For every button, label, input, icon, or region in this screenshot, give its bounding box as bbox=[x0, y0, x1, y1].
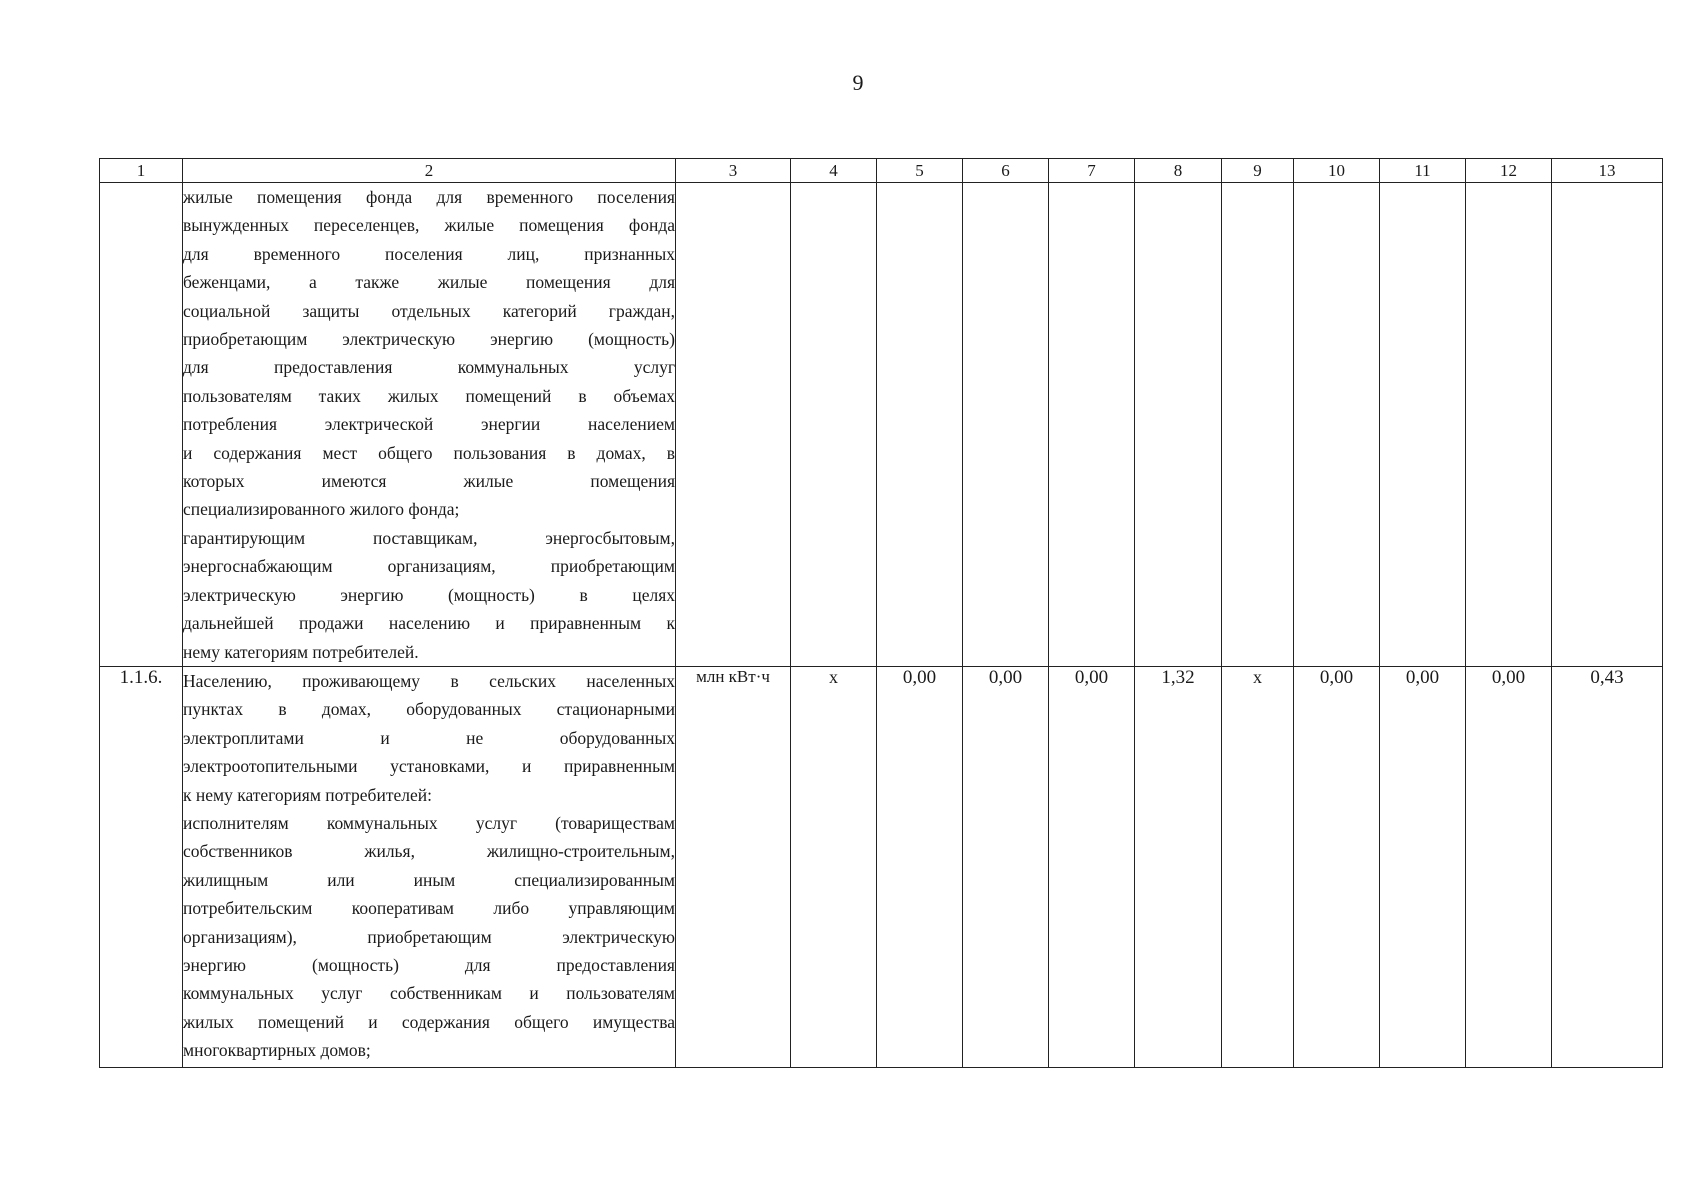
column-header: 1 bbox=[100, 159, 183, 183]
value-cell: 0,00 bbox=[1294, 667, 1380, 1068]
description-line: и содержания мест общего пользования в домах, в bbox=[183, 442, 675, 463]
value-cell bbox=[1135, 183, 1222, 667]
value-cell: х bbox=[1222, 667, 1294, 1068]
column-header: 3 bbox=[676, 159, 791, 183]
column-header: 10 bbox=[1294, 159, 1380, 183]
description-line: организациям), приобретающим электрическую bbox=[183, 926, 675, 947]
description-line: гарантирующим поставщикам, энергосбытовым, bbox=[183, 527, 675, 548]
description-lines bbox=[183, 667, 675, 1065]
description-lines bbox=[183, 183, 675, 666]
table-row bbox=[100, 183, 1663, 667]
description-line: энергоснабжающим организациям, приобретающим bbox=[183, 556, 675, 577]
column-header: 5 bbox=[877, 159, 963, 183]
description-line: приобретающим электрическую энергию (мощность) bbox=[183, 329, 675, 350]
description-line: электрическую энергию (мощность) в целях bbox=[183, 584, 675, 605]
row-code bbox=[100, 183, 183, 667]
description-line: потребления электрической энергии населением bbox=[183, 414, 675, 435]
table-row bbox=[100, 667, 1663, 1068]
description-line: электроотопительными установками, и приравненным bbox=[183, 756, 675, 777]
row-code: 1.1.6. bbox=[100, 667, 183, 1068]
value-cell bbox=[1222, 183, 1294, 667]
description-line: к нему категориям потребителей: bbox=[183, 784, 432, 805]
value-cell bbox=[963, 183, 1049, 667]
description-line: для предоставления коммунальных услуг bbox=[183, 357, 675, 378]
value-cell: 0,00 bbox=[1380, 667, 1466, 1068]
value-cell bbox=[791, 183, 877, 667]
description-line: для временного поселения лиц, признанных bbox=[183, 243, 675, 264]
column-header: 7 bbox=[1049, 159, 1135, 183]
description-line: нему категориям потребителей. bbox=[183, 641, 419, 662]
row-description bbox=[183, 667, 676, 1068]
value-cell bbox=[877, 183, 963, 667]
description-line: исполнителям коммунальных услуг (товариществам bbox=[183, 813, 675, 834]
description-line: пунктах в домах, оборудованных стационарными bbox=[183, 699, 675, 720]
value-cell bbox=[1466, 183, 1552, 667]
column-header: 4 bbox=[791, 159, 877, 183]
value-cell: 1,32 bbox=[1135, 667, 1222, 1068]
value-cell bbox=[1294, 183, 1380, 667]
column-header: 6 bbox=[963, 159, 1049, 183]
description-line: собственников жилья, жилищно-строительным, bbox=[183, 841, 675, 862]
value-cell: 0,00 bbox=[963, 667, 1049, 1068]
description-line: дальнейшей продажи населению и приравненным к bbox=[183, 613, 675, 634]
description-line: социальной защиты отдельных категорий граждан, bbox=[183, 300, 675, 321]
row-description bbox=[183, 183, 676, 667]
description-line: многоквартирных домов; bbox=[183, 1040, 371, 1061]
description-line: Населению, проживающему в сельских населенных bbox=[183, 671, 675, 691]
column-header: 9 bbox=[1222, 159, 1294, 183]
value-cell bbox=[1380, 183, 1466, 667]
column-header: 2 bbox=[183, 159, 676, 183]
column-header: 12 bbox=[1466, 159, 1552, 183]
description-line: вынужденных переселенцев, жилые помещения фонда bbox=[183, 215, 675, 236]
table-header-row bbox=[100, 159, 1663, 183]
unit-cell: млн кВт·ч bbox=[676, 667, 791, 1068]
description-line: жилые помещения фонда для временного поселения bbox=[183, 187, 675, 207]
column-header: 8 bbox=[1135, 159, 1222, 183]
description-line: жилищным или иным специализированным bbox=[183, 869, 675, 890]
value-cell: х bbox=[791, 667, 877, 1068]
description-line: жилых помещений и содержания общего имущества bbox=[183, 1011, 675, 1032]
value-cell: 0,00 bbox=[1466, 667, 1552, 1068]
unit-cell bbox=[676, 183, 791, 667]
description-line: коммунальных услуг собственникам и пользователям bbox=[183, 983, 675, 1004]
description-line: энергию (мощность) для предоставления bbox=[183, 955, 675, 976]
value-cell: 0,00 bbox=[1049, 667, 1135, 1068]
description-line: которых имеются жилые помещения bbox=[183, 471, 675, 492]
value-cell: 0,43 bbox=[1552, 667, 1663, 1068]
description-line: электроплитами и не оборудованных bbox=[183, 727, 675, 748]
data-table bbox=[99, 158, 1663, 1068]
description-line: беженцами, а также жилые помещения для bbox=[183, 272, 675, 293]
description-line: специализированного жилого фонда; bbox=[183, 499, 460, 520]
description-line: пользователям таких жилых помещений в объемах bbox=[183, 385, 675, 406]
column-header: 11 bbox=[1380, 159, 1466, 183]
description-line: потребительским кооперативам либо управляющим bbox=[183, 898, 675, 919]
page-number: 9 bbox=[852, 70, 864, 95]
value-cell bbox=[1049, 183, 1135, 667]
column-header: 13 bbox=[1552, 159, 1663, 183]
value-cell bbox=[1552, 183, 1663, 667]
value-cell: 0,00 bbox=[877, 667, 963, 1068]
